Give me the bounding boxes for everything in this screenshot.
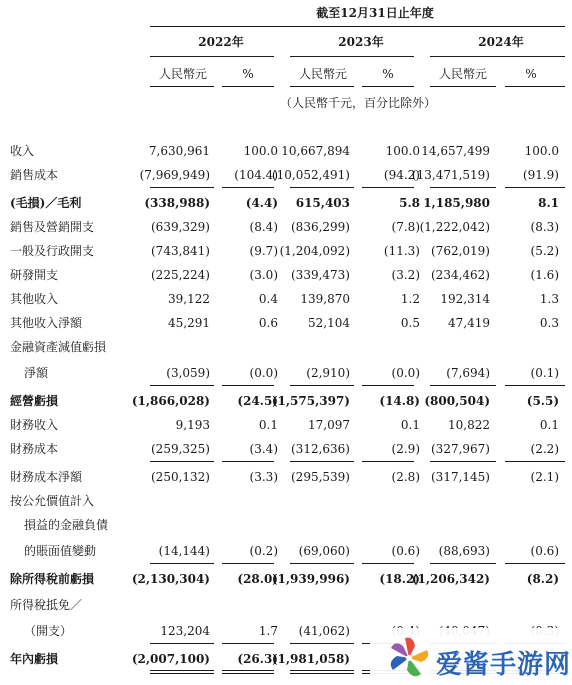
table-cell: (800,504)	[424, 394, 490, 408]
table-cell: 192,314	[440, 292, 490, 306]
table-cell: 100.0	[243, 144, 278, 158]
table-cell: 14,657,499	[421, 144, 490, 158]
table-rule	[290, 187, 354, 188]
pct-2022: %	[242, 67, 254, 81]
row-label: 經營虧損	[10, 394, 59, 408]
table-cell: 615,403	[295, 196, 350, 210]
period-header: 截至12月31日止年度	[316, 6, 434, 20]
currency-2022: 人民幣元	[158, 67, 207, 81]
table-cell: 17,097	[308, 418, 350, 432]
table-rule	[222, 670, 274, 671]
table-cell: (3.4)	[249, 442, 278, 456]
table-rule	[430, 385, 496, 386]
table-cell: 0.1	[400, 418, 420, 432]
table-cell: (18.2)	[379, 572, 420, 586]
table-cell: (8.2)	[526, 572, 559, 586]
table-rule	[290, 385, 354, 386]
table-cell: (91.9)	[522, 168, 559, 182]
table-rule	[430, 563, 496, 564]
table-cell: (3.3)	[249, 470, 278, 484]
table-cell: (4.4)	[245, 196, 278, 210]
table-cell: (14.8)	[379, 394, 420, 408]
row-label: 其他收入淨額	[10, 316, 83, 330]
table-cell: (259,325)	[151, 442, 210, 456]
table-rule	[222, 385, 274, 386]
table-cell: (1,206,342)	[411, 572, 490, 586]
table-cell: 139,870	[300, 292, 350, 306]
table-cell: (3.0)	[249, 268, 278, 282]
row-label: 的賬面值變動	[24, 544, 97, 558]
table-cell: (1,204,092)	[279, 244, 350, 258]
table-cell: 52,104	[308, 316, 350, 330]
table-cell: (225,224)	[151, 268, 210, 282]
pct-2023: %	[382, 67, 394, 81]
table-cell: 0.5	[400, 316, 420, 330]
table-cell: (2.9)	[391, 442, 420, 456]
sub-rule-3	[290, 86, 354, 87]
row-label: 金融資產減值虧損	[10, 340, 107, 354]
table-cell: (5.5)	[526, 394, 559, 408]
table-cell: (9.7)	[249, 244, 278, 258]
table-cell: (11.3)	[383, 244, 420, 258]
sub-rule-2	[222, 86, 274, 87]
table-cell: 1.7	[258, 624, 278, 638]
table-rule	[290, 673, 354, 674]
table-cell: (327,967)	[431, 442, 490, 456]
table-cell: (338,988)	[144, 196, 210, 210]
table-cell: (26.3)	[237, 652, 278, 666]
currency-2023: 人民幣元	[298, 67, 347, 81]
table-rule	[150, 670, 214, 671]
table-cell: 123,204	[160, 624, 210, 638]
row-label: (毛損)／毛利	[10, 196, 82, 210]
table-cell: (312,636)	[291, 442, 350, 456]
table-cell: 1,185,980	[423, 196, 490, 210]
table-cell: (2,910)	[306, 366, 350, 380]
table-rule	[150, 385, 214, 386]
table-cell: 100.0	[524, 144, 559, 158]
table-rule	[430, 461, 496, 462]
table-cell: (69,060)	[298, 544, 350, 558]
table-cell: 45,291	[168, 316, 210, 330]
table-cell: (2,130,304)	[131, 572, 210, 586]
row-label: 銷售成本	[10, 168, 59, 182]
table-cell: (104.4)	[234, 168, 278, 182]
table-cell: (94.2)	[383, 168, 420, 182]
table-rule	[362, 385, 414, 386]
table-rule	[505, 187, 565, 188]
table-rule	[505, 461, 565, 462]
row-label: 所得稅抵免／	[10, 598, 83, 612]
table-cell: 1.2	[400, 292, 420, 306]
table-cell: 7,630,961	[148, 144, 210, 158]
row-label: 研發開支	[10, 268, 59, 282]
table-cell: (28.0)	[237, 572, 278, 586]
table-cell: (8.4)	[249, 220, 278, 234]
table-cell: (2.8)	[391, 470, 420, 484]
table-cell: (836,299)	[291, 220, 350, 234]
table-cell: (8.3)	[530, 220, 559, 234]
table-cell: (0.6)	[530, 544, 559, 558]
unit-note: （人民幣千元，百分比除外）	[280, 96, 437, 110]
table-cell: (295,539)	[291, 470, 350, 484]
table-cell: (2,007,100)	[131, 652, 210, 666]
table-cell: (0.0)	[391, 366, 420, 380]
table-cell: (13,471,519)	[411, 168, 490, 182]
table-rule	[222, 187, 274, 188]
row-label: 年內虧損	[10, 652, 59, 666]
row-label: （開支）	[24, 624, 73, 638]
table-cell: (339,473)	[291, 268, 350, 282]
year-2024: 2024年	[478, 35, 524, 49]
table-cell: (762,019)	[431, 244, 490, 258]
table-cell: (7,969,949)	[139, 168, 210, 182]
row-label: 淨額	[24, 366, 49, 380]
table-cell: 0.3	[539, 316, 559, 330]
year-rule-2024	[430, 56, 565, 57]
table-cell: (0.1)	[530, 366, 559, 380]
table-rule	[222, 673, 274, 674]
row-label: 除所得稅前虧損	[10, 572, 95, 586]
table-cell: 0.1	[258, 418, 278, 432]
table-rule	[290, 670, 354, 671]
table-cell: (0.2)	[249, 544, 278, 558]
table-cell: (250,132)	[151, 470, 210, 484]
currency-2024: 人民幣元	[438, 67, 487, 81]
table-cell: 0.4	[258, 292, 278, 306]
table-cell: 9,193	[175, 418, 210, 432]
row-label: 財務成本	[10, 442, 59, 456]
sub-rule-6	[505, 86, 565, 87]
row-label: 財務收入	[10, 418, 59, 432]
table-cell: (639,329)	[151, 220, 210, 234]
table-cell: (41,062)	[298, 624, 350, 638]
table-cell: (1,575,397)	[271, 394, 350, 408]
table-rule	[362, 563, 414, 564]
row-label: 按公允價值計入	[10, 494, 95, 508]
table-rule	[290, 643, 354, 644]
row-label: 財務成本淨額	[10, 470, 83, 484]
table-cell: (5.2)	[530, 244, 559, 258]
table-rule	[362, 187, 414, 188]
row-label: 一般及行政開支	[10, 244, 95, 258]
table-rule	[290, 563, 354, 564]
row-label: 銷售及營銷開支	[10, 220, 95, 234]
table-cell: (14,144)	[158, 544, 210, 558]
table-rule	[150, 643, 214, 644]
watermark-text: 爱酱手游网	[436, 650, 572, 680]
table-rule	[222, 461, 274, 462]
pct-2024: %	[525, 67, 537, 81]
row-label: 其他收入	[10, 292, 59, 306]
table-cell: (1,939,996)	[271, 572, 350, 586]
table-cell: (88,693)	[438, 544, 490, 558]
year-2023: 2023年	[338, 35, 384, 49]
table-rule	[150, 673, 214, 674]
table-cell: (3,059)	[166, 366, 210, 380]
table-rule	[505, 385, 565, 386]
table-cell: (0.6)	[391, 544, 420, 558]
table-rule	[150, 461, 214, 462]
table-cell: (317,145)	[431, 470, 490, 484]
table-cell: (1,866,028)	[131, 394, 210, 408]
row-label: 收入	[10, 144, 35, 158]
table-rule	[430, 187, 496, 188]
table-cell: (234,462)	[431, 268, 490, 282]
table-cell: (7.8)	[391, 220, 420, 234]
table-cell: (743,841)	[151, 244, 210, 258]
table-cell: (0.0)	[249, 366, 278, 380]
table-cell: (1.6)	[530, 268, 559, 282]
table-rule	[222, 643, 274, 644]
table-cell: 100.0	[385, 144, 420, 158]
table-rule	[150, 563, 214, 564]
table-cell: 10,667,894	[281, 144, 350, 158]
table-cell: (2.2)	[530, 442, 559, 456]
table-cell: (24.5)	[237, 394, 278, 408]
table-cell: (1,981,058)	[271, 652, 350, 666]
table-cell: (1,222,042)	[419, 220, 490, 234]
table-cell: 8.1	[538, 196, 559, 210]
table-cell: (3.2)	[391, 268, 420, 282]
table-rule	[290, 461, 354, 462]
table-rule	[222, 563, 274, 564]
sub-rule-5	[430, 86, 496, 87]
table-rule	[150, 187, 214, 188]
table-cell: 0.1	[539, 418, 559, 432]
table-rule	[362, 461, 414, 462]
table-cell: 10,822	[448, 418, 490, 432]
table-cell: (7,694)	[446, 366, 490, 380]
row-label: 損益的金融負債	[24, 518, 109, 532]
year-2022: 2022年	[198, 35, 244, 49]
table-cell: 47,419	[448, 316, 490, 330]
year-rule-2022	[150, 56, 274, 57]
sub-rule-4	[362, 86, 414, 87]
table-cell: (2.1)	[530, 470, 559, 484]
table-rule	[505, 563, 565, 564]
table-cell: 39,122	[168, 292, 210, 306]
table-cell: 1.3	[539, 292, 559, 306]
table-cell: (10,052,491)	[271, 168, 350, 182]
table-cell: 0.6	[258, 316, 278, 330]
year-rule-2023	[290, 56, 414, 57]
sub-rule-1	[150, 86, 214, 87]
period-rule	[150, 26, 565, 27]
table-cell: 5.8	[399, 196, 420, 210]
